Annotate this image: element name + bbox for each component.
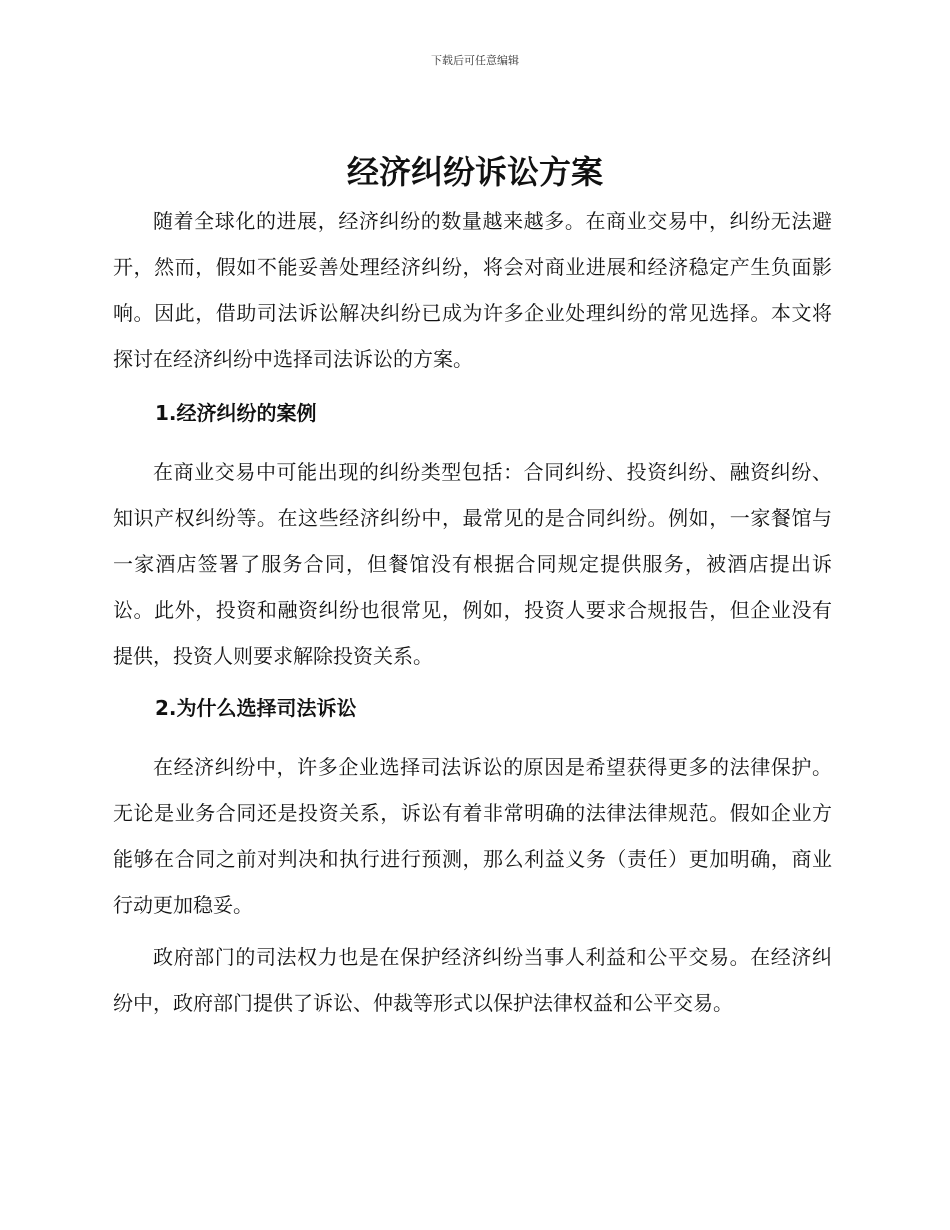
section-heading-2: 2.为什么选择司法诉讼 — [155, 696, 357, 720]
section-1-paragraph: 在商业交易中可能出现的纠纷类型包括：合同纠纷、投资纠纷、融资纠纷、知识产权纠纷等。在这些经济纠纷中，最常见的是合同纠纷。例如，一家餐馆与一家酒店签署了服务合同，但餐馆没有根据合同规定提供服务，被酒店提出诉讼。此外，投资和融资纠纷也很常见，例如，投资人要求合规报告，但企业没有提供，投资人则要求解除投资关系。 — [113, 460, 832, 668]
intro-paragraph: 随着全球化的进展，经济纠纷的数量越来越多。在商业交易中，纠纷无法避开，然而，假如不能妥善处理经济纠纷，将会对商业进展和经济稳定产生负面影响。因此，借助司法诉讼解决纠纷已成为许多企业处理纠纷的常见选择。本文将探讨在经济纠纷中选择司法诉讼的方案。 — [113, 209, 832, 371]
section-2-paragraph-2: 政府部门的司法权力也是在保护经济纠纷当事人利益和公平交易。在经济纠纷中，政府部门提供了诉讼、仲裁等形式以保护法律权益和公平交易。 — [113, 945, 832, 1015]
document-title: 经济纠纷诉讼方案 — [346, 153, 603, 191]
page-header-note: 下载后可任意编辑 — [431, 54, 519, 67]
section-2-paragraph-1: 在经济纠纷中，许多企业选择司法诉讼的原因是希望获得更多的法律保护。无论是业务合同还是投资关系，诉讼有着非常明确的法律法律规范。假如企业方能够在合同之前对判决和执行进行预测，那么利益义务（责任）更加明确，商业行动更加稳妥。 — [113, 755, 832, 917]
section-heading-1: 1.经济纠纷的案例 — [155, 401, 317, 425]
